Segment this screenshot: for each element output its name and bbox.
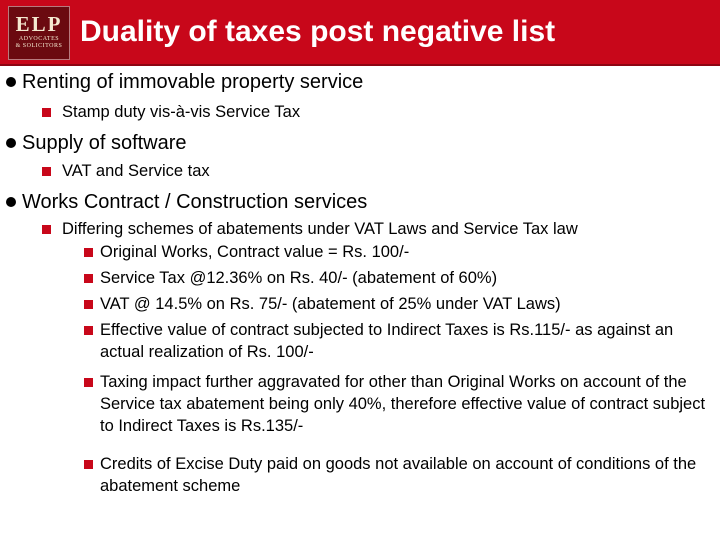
square-bullet-icon xyxy=(84,248,93,257)
square-bullet-icon xyxy=(84,460,93,469)
square-bullet-icon xyxy=(42,108,51,117)
disc-bullet-icon xyxy=(6,77,16,87)
disc-bullet-icon xyxy=(6,138,16,148)
disc-bullet-icon xyxy=(6,197,16,207)
title-bar xyxy=(0,0,720,66)
square-bullet-icon xyxy=(84,378,93,387)
logo-subtitle-1: ADVOCATES xyxy=(18,36,60,42)
list-item-excise-credits: Credits of Excise Duty paid on goods not available on account of conditions of the abatement scheme xyxy=(100,455,697,495)
slide-title: Duality of taxes post negative list xyxy=(80,15,556,48)
list-item-service-tax-rate: Service Tax @12.36% on Rs. 40/- (abatement of 60%) xyxy=(100,269,498,287)
elp-logo xyxy=(8,6,70,60)
square-bullet-icon xyxy=(42,225,51,234)
bullet-software: Supply of software xyxy=(22,132,187,154)
bullet-vat-service-tax: VAT and Service tax xyxy=(62,162,210,180)
bullet-abatement-schemes: Differing schemes of abatements under VAT Laws and Service Tax law xyxy=(62,220,578,238)
list-item-vat-rate: VAT @ 14.5% on Rs. 75/- (abatement of 25% under VAT Laws) xyxy=(100,295,561,313)
logo-subtitle-2: & SOLICITORS xyxy=(15,43,63,49)
list-item-taxing-impact: Taxing impact further aggravated for other than Original Works on account of the Service tax abatement being only 40%, therefore effective value of contract subject to Indirect Taxes is Rs.135/- xyxy=(100,373,706,435)
list-item-original-works: Original Works, Contract value = Rs. 100/- xyxy=(100,243,410,261)
bullet-stamp-duty: Stamp duty vis-à-vis Service Tax xyxy=(62,103,301,121)
square-bullet-icon xyxy=(84,326,93,335)
list-item-effective-value: Effective value of contract subjected to Indirect Taxes is Rs.115/- as against an actual realization of Rs. 100/- xyxy=(100,321,674,361)
square-bullet-icon xyxy=(84,274,93,283)
logo-mark: ELP xyxy=(15,12,63,36)
bullet-renting: Renting of immovable property service xyxy=(22,71,364,93)
bullet-works-contract: Works Contract / Construction services xyxy=(22,191,368,213)
square-bullet-icon xyxy=(42,167,51,176)
square-bullet-icon xyxy=(84,300,93,309)
